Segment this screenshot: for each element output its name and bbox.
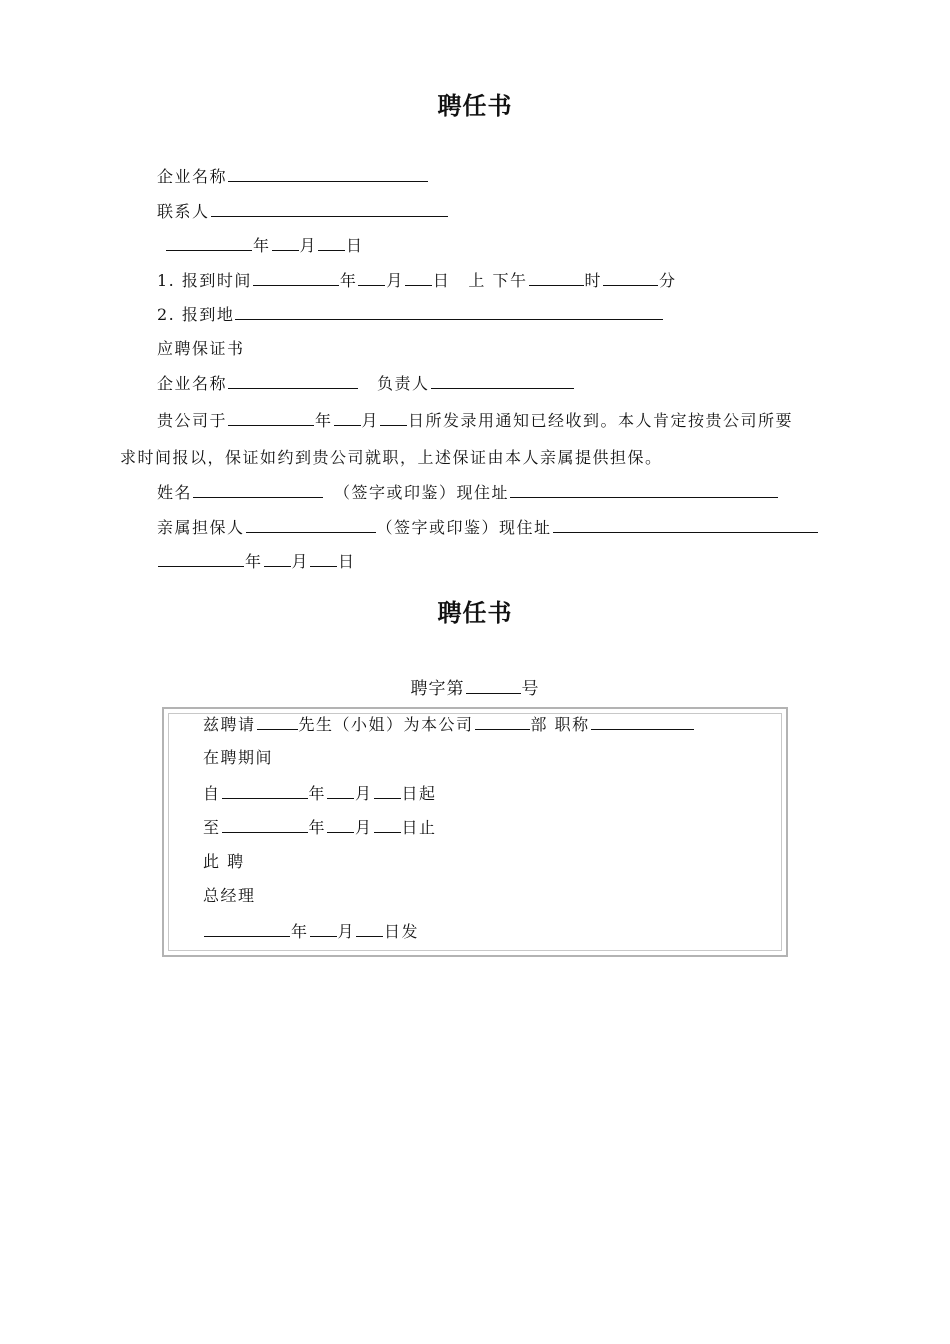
- para-a: 贵公司于: [157, 411, 228, 430]
- paragraph-line1: [157, 410, 793, 431]
- issue-day-field[interactable]: [356, 921, 383, 937]
- sign1-label: （签字或印鉴）现住址: [334, 483, 510, 502]
- appoint-mid: 先生（小姐）为本公司: [298, 715, 474, 734]
- para-year-label: 年: [315, 411, 333, 430]
- para-day-field[interactable]: [380, 410, 407, 426]
- relative-label: 亲属担保人: [157, 518, 245, 537]
- from-year-field[interactable]: [222, 783, 308, 799]
- report-day-field[interactable]: [405, 270, 432, 286]
- date-day-field[interactable]: [318, 235, 345, 251]
- issue-month-field[interactable]: [310, 921, 337, 937]
- relative-field[interactable]: [246, 517, 376, 533]
- to-month-label: 月: [355, 818, 373, 837]
- reference-number-line: [0, 674, 950, 699]
- company2-line: [157, 373, 575, 394]
- date-month-label: 月: [299, 236, 318, 255]
- end-day-field[interactable]: [310, 551, 337, 567]
- appointee-field[interactable]: [257, 714, 298, 730]
- address2-field[interactable]: [553, 517, 818, 533]
- end-day-label: 日: [338, 552, 356, 571]
- job-title-field[interactable]: [591, 714, 694, 730]
- page-title: 聘任书: [437, 92, 513, 120]
- sign2-label: （签字或印鉴）现住址: [376, 518, 552, 537]
- ref-number-field[interactable]: [466, 678, 521, 694]
- name-label: 姓名: [157, 483, 193, 502]
- para-month-label: 月: [361, 411, 380, 430]
- responsible-label: 负责人: [377, 374, 430, 393]
- issue-date-line: [203, 921, 419, 942]
- name-field[interactable]: [193, 482, 323, 498]
- responsible-field[interactable]: [431, 373, 574, 389]
- from-year-label: 年: [308, 784, 327, 803]
- para-year-field[interactable]: [228, 410, 314, 426]
- report-time-label: 1. 报到时间: [157, 271, 252, 290]
- guarantee-title: 应聘保证书: [157, 339, 245, 358]
- date-year-field[interactable]: [166, 235, 252, 251]
- company2-field[interactable]: [228, 373, 358, 389]
- to-date-line: [203, 817, 437, 838]
- name-line: [157, 482, 779, 503]
- paragraph-line2: 求时间报以，保证如约到贵公司就职，上述保证由本人亲属提供担保。: [120, 448, 663, 467]
- para-b: 日所发录用通知已经收到。本人肯定按贵公司所要: [408, 411, 794, 430]
- term-label: 在聘期间: [203, 748, 274, 767]
- ref-suffix: 号: [521, 679, 540, 699]
- from-month-label: 月: [355, 784, 373, 803]
- ampm-label: 上 下午: [468, 271, 528, 290]
- end-year-field[interactable]: [158, 551, 244, 567]
- report-year-label: 年: [339, 271, 358, 290]
- dept-title-label: 部 职称: [530, 715, 590, 734]
- to-year-field[interactable]: [222, 817, 308, 833]
- end-date-line: [157, 551, 356, 572]
- to-month-field[interactable]: [327, 817, 354, 833]
- department-field[interactable]: [475, 714, 530, 730]
- report-place-field[interactable]: [235, 304, 663, 320]
- report-time-line: [157, 270, 677, 291]
- date-line: [165, 235, 364, 256]
- to-year-label: 年: [308, 818, 327, 837]
- company2-label: 企业名称: [157, 374, 228, 393]
- report-year-field[interactable]: [253, 270, 339, 286]
- contact-line: [157, 201, 449, 222]
- report-month-field[interactable]: [358, 270, 385, 286]
- report-hour-field[interactable]: [529, 270, 584, 286]
- report-place-label: 2. 报到地: [157, 305, 235, 324]
- from-date-line: [203, 783, 437, 804]
- report-hour-label: 时: [584, 271, 603, 290]
- end-year-label: 年: [245, 552, 263, 571]
- address1-field[interactable]: [510, 482, 778, 498]
- issue-year-field[interactable]: [204, 921, 290, 937]
- contact-field[interactable]: [211, 201, 448, 217]
- from-day-field[interactable]: [374, 783, 401, 799]
- second-title: 聘任书: [437, 599, 513, 627]
- to-label: 至: [203, 818, 221, 837]
- report-month-label: 月: [386, 271, 404, 290]
- from-label: 自: [203, 784, 221, 803]
- contact-label: 联系人: [157, 202, 210, 221]
- company-name-label: 企业名称: [157, 167, 228, 186]
- report-day-label: 日: [432, 271, 451, 290]
- issue-year-label: 年: [291, 922, 309, 941]
- date-month-field[interactable]: [272, 235, 299, 251]
- issue-month-label: 月: [337, 922, 356, 941]
- ref-label: 聘字第: [410, 679, 465, 699]
- para-month-field[interactable]: [334, 410, 361, 426]
- hereby-label: 此 聘: [203, 852, 245, 871]
- company-name-field[interactable]: [228, 166, 428, 182]
- appoint-label: 兹聘请: [203, 715, 256, 734]
- date-day-label: 日: [346, 236, 364, 255]
- to-day-field[interactable]: [374, 817, 401, 833]
- company-name-line: [157, 166, 429, 187]
- report-min-field[interactable]: [603, 270, 658, 286]
- end-month-label: 月: [291, 552, 310, 571]
- report-min-label: 分: [659, 271, 677, 290]
- relative-line: [157, 517, 819, 538]
- to-day-label: 日止: [401, 818, 437, 837]
- end-month-field[interactable]: [264, 551, 291, 567]
- date-year-label: 年: [253, 236, 271, 255]
- issue-day-label: 日发: [384, 922, 420, 941]
- from-month-field[interactable]: [327, 783, 354, 799]
- from-day-label: 日起: [401, 784, 437, 803]
- report-place-line: [157, 304, 664, 325]
- appoint-line1: [203, 714, 695, 735]
- general-manager-label: 总经理: [203, 886, 256, 905]
